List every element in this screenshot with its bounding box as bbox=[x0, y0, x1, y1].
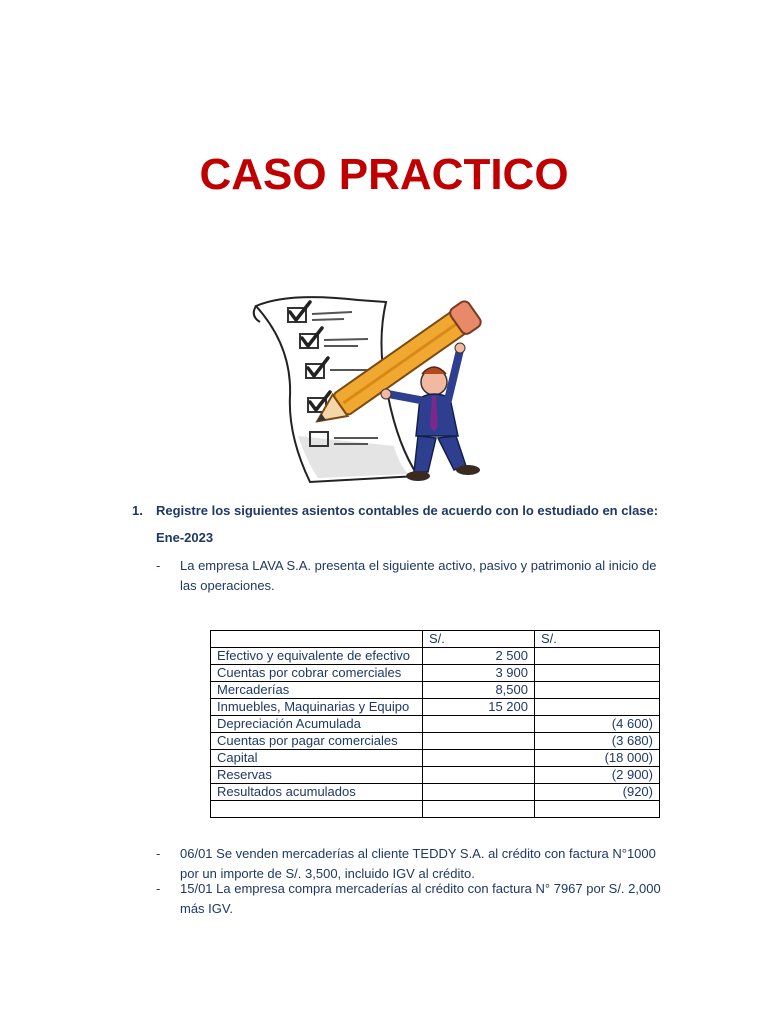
table-row bbox=[211, 699, 660, 716]
account-cell bbox=[211, 801, 423, 818]
table-header-cell bbox=[211, 631, 423, 648]
debit-cell: 2 500 bbox=[423, 648, 535, 665]
account-cell: Inmuebles, Maquinarias y Equipo bbox=[211, 699, 423, 716]
period-label: Ene-2023 bbox=[156, 530, 214, 545]
debit-cell bbox=[423, 801, 535, 818]
bullet-dash: - bbox=[156, 881, 161, 896]
table-row bbox=[211, 665, 660, 682]
credit-cell: (18 000) bbox=[535, 750, 660, 767]
intro-text: La empresa LAVA S.A. presenta el siguiente activo, pasivo y patrimonio al inicio de las operaciones. bbox=[180, 558, 657, 593]
debit-cell bbox=[423, 716, 535, 733]
debit-cell: 8,500 bbox=[423, 682, 535, 699]
debit-cell bbox=[423, 733, 535, 750]
credit-cell: (4 600) bbox=[535, 716, 660, 733]
credit-cell bbox=[535, 682, 660, 699]
table-row bbox=[211, 784, 660, 801]
credit-cell bbox=[535, 699, 660, 716]
question-text: Registre los siguientes asientos contables de acuerdo con lo estudiado en clase: bbox=[156, 503, 659, 518]
debit-cell bbox=[423, 750, 535, 767]
account-cell: Mercaderías bbox=[211, 682, 423, 699]
question-number: 1. bbox=[132, 503, 143, 518]
table-header-cell: S/. bbox=[423, 631, 535, 648]
credit-cell: (920) bbox=[535, 784, 660, 801]
account-cell: Efectivo y equivalente de efectivo bbox=[211, 648, 423, 665]
debit-cell: 3 900 bbox=[423, 665, 535, 682]
table-row bbox=[211, 733, 660, 750]
table-header-cell: S/. bbox=[535, 631, 660, 648]
debit-cell bbox=[423, 767, 535, 784]
account-cell: Cuentas por cobrar comerciales bbox=[211, 665, 423, 682]
table-row bbox=[211, 648, 660, 665]
account-cell: Reservas bbox=[211, 767, 423, 784]
credit-cell: (2 900) bbox=[535, 767, 660, 784]
account-cell: Depreciación Acumulada bbox=[211, 716, 423, 733]
account-cell: Capital bbox=[211, 750, 423, 767]
opening-balance-table bbox=[210, 630, 660, 818]
debit-cell: 15 200 bbox=[423, 699, 535, 716]
account-cell: Resultados acumulados bbox=[211, 784, 423, 801]
credit-cell bbox=[535, 648, 660, 665]
table-row bbox=[211, 682, 660, 699]
operation-item bbox=[156, 844, 666, 884]
bullet-dash: - bbox=[156, 558, 161, 573]
credit-cell bbox=[535, 801, 660, 818]
table-header-row bbox=[211, 631, 660, 648]
credit-cell: (3 680) bbox=[535, 733, 660, 750]
operation-item bbox=[156, 879, 666, 919]
intro-paragraph bbox=[156, 556, 666, 596]
page-title: CASO PRACTICO bbox=[199, 150, 569, 199]
table-row bbox=[211, 801, 660, 818]
operation-text: 06/01 Se venden mercaderías al cliente TEDDY S.A. al crédito con factura N°1000 por un importe de S/. 3,500, incluido IGV al crédito. bbox=[180, 846, 656, 881]
question-heading bbox=[132, 503, 658, 518]
account-cell: Cuentas por pagar comerciales bbox=[211, 733, 423, 750]
table-row bbox=[211, 767, 660, 784]
checklist-pencil-illustration bbox=[248, 286, 520, 488]
table-row bbox=[211, 750, 660, 767]
table-row bbox=[211, 716, 660, 733]
debit-cell bbox=[423, 784, 535, 801]
credit-cell bbox=[535, 665, 660, 682]
operation-text: 15/01 La empresa compra mercaderías al crédito con factura N° 7967 por S/. 2,000 más IGV. bbox=[180, 881, 661, 916]
bullet-dash: - bbox=[156, 846, 161, 861]
